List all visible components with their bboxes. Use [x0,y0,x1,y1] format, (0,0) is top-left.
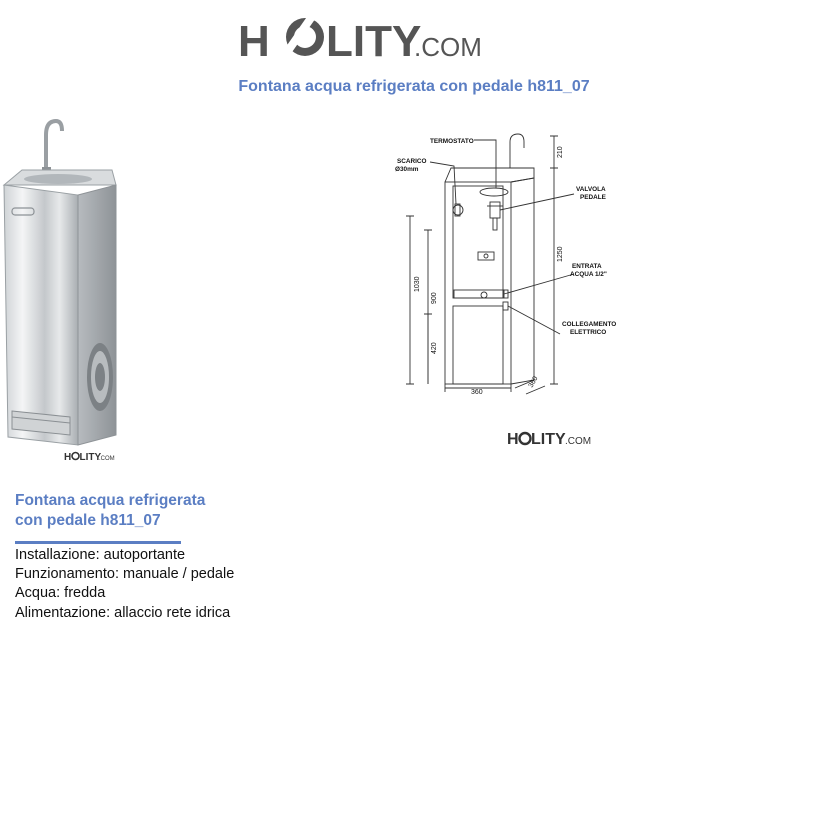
dim-900: 900 [431,292,438,304]
product-title-line2: con pedale h811_07 [15,512,161,529]
label-collegamento-1: COLLEGAMENTO [562,321,617,328]
logo-small-suffix: .COM [99,456,115,462]
technical-drawing [392,130,632,395]
product-title [15,491,275,531]
logo-letter-h: H [238,17,270,66]
logo-suffix: .COM [414,32,482,62]
spec-funzionamento: Funzionamento: manuale / pedale [15,566,235,583]
holity-logo[interactable] [238,12,483,64]
dim-1250: 1250 [557,246,564,262]
dim-420: 420 [431,342,438,354]
spec-alimentazione: Alimentazione: allaccio rete idrica [15,604,231,621]
dim-360-width: 360 [471,389,483,396]
dim-360-depth: 360 [527,375,540,389]
logo-letters-lity: LITY [326,17,422,66]
logo-drawing-suffix: .COM [565,436,592,447]
label-termostato: TERMOSTATO [430,138,474,145]
logo-drawing-text-a: H [507,431,519,448]
logo-small-text-b: LITY [79,452,102,463]
holity-logo-drawing [507,428,593,448]
label-collegamento-2: ELETTRICO [570,329,607,336]
label-valvola-1: VALVOLA [576,186,606,193]
logo-small-text-a: H [64,452,72,463]
label-entrata-2: ACQUA 1/2" [570,271,607,278]
spec-installazione: Installazione: autoportante [15,547,186,563]
dim-1030: 1030 [414,276,421,292]
label-entrata-1: ENTRATA [572,263,602,270]
label-valvola-2: PEDALE [580,194,606,201]
holity-logo-small [64,450,115,463]
title-divider [15,541,181,544]
vent-grille [87,343,113,411]
dim-210: 210 [557,146,564,158]
label-scarico-1: SCARICO [397,158,427,165]
logo-drawing-text-b: LITY [531,431,566,448]
product-title-line1: Fontana acqua refrigerata [15,492,206,509]
label-scarico-2: Ø30mm [395,166,419,173]
product-photo [0,115,125,465]
spec-list [15,546,234,623]
logo-o-mark [284,12,324,56]
spec-acqua: Acqua: fredda [15,585,106,602]
page-title: Fontana acqua refrigerata con pedale h811_07 [238,78,590,95]
